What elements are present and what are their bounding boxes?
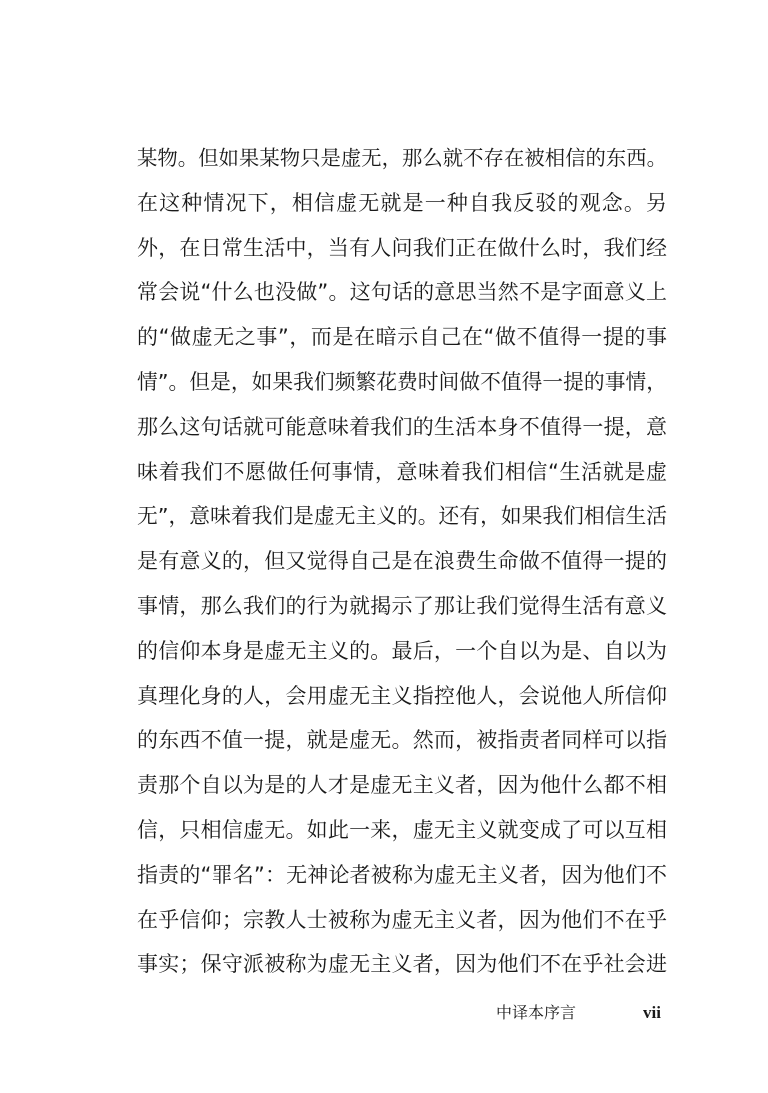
text-line: 无”，意味着我们是虚无主义的。还有，如果我们相信生活 [137,504,667,529]
text-line: 某物。但如果某物只是虚无，那么就不存在被相信的东西。 [137,146,667,170]
text-line: 是有意义的，但又觉得自己是在浪费生命做不值得一提的 [137,549,667,574]
text-line: 的信仰本身是虚无主义的。最后，一个自以为是、自以为 [137,638,667,663]
text-line: 信，只相信虚无。如此一来，虚无主义就变成了可以互相 [137,817,667,842]
running-head: 中译本序言 [496,1003,577,1022]
text-line: 事情，那么我们的行为就揭示了那让我们觉得生活有意义 [137,593,667,618]
text-line: 的东西不值一提，就是虚无。然而，被指责者同样可以指 [137,728,667,753]
text-line: 事实；保守派被称为虚无主义者，因为他们不在乎社会进 [137,952,667,977]
text-line: 在乎信仰；宗教人士被称为虚无主义者，因为他们不在乎 [137,907,667,932]
text-line: 真理化身的人，会用虚无主义指控他人，会说他人所信仰 [137,683,667,708]
text-line: 味着我们不愿做任何事情，意味着我们相信“生活就是虚 [137,459,667,484]
page-footer [0,1000,768,1026]
page-number: vii [643,1003,661,1022]
text-line: 常会说“什么也没做”。这句话的意思当然不是字面意义上 [137,280,667,305]
text-line: 责那个自以为是的人才是虚无主义者，因为他什么都不相 [137,773,667,798]
text-line: 的“做虚无之事”，而是在暗示自己在“做不值得一提的事 [137,325,667,350]
text-line: 外，在日常生活中，当有人问我们正在做什么时，我们经 [137,235,667,260]
text-line: 情”。但是，如果我们频繁花费时间做不值得一提的事情， [137,369,667,394]
text-line: 指责的“罪名”：无神论者被称为虚无主义者，因为他们不 [137,862,667,887]
text-line: 那么这句话就可能意味着我们的生活本身不值得一提，意 [137,414,667,439]
text-line: 在这种情况下，相信虚无就是一种自我反驳的观念。另 [137,190,667,215]
body-text [137,136,667,987]
